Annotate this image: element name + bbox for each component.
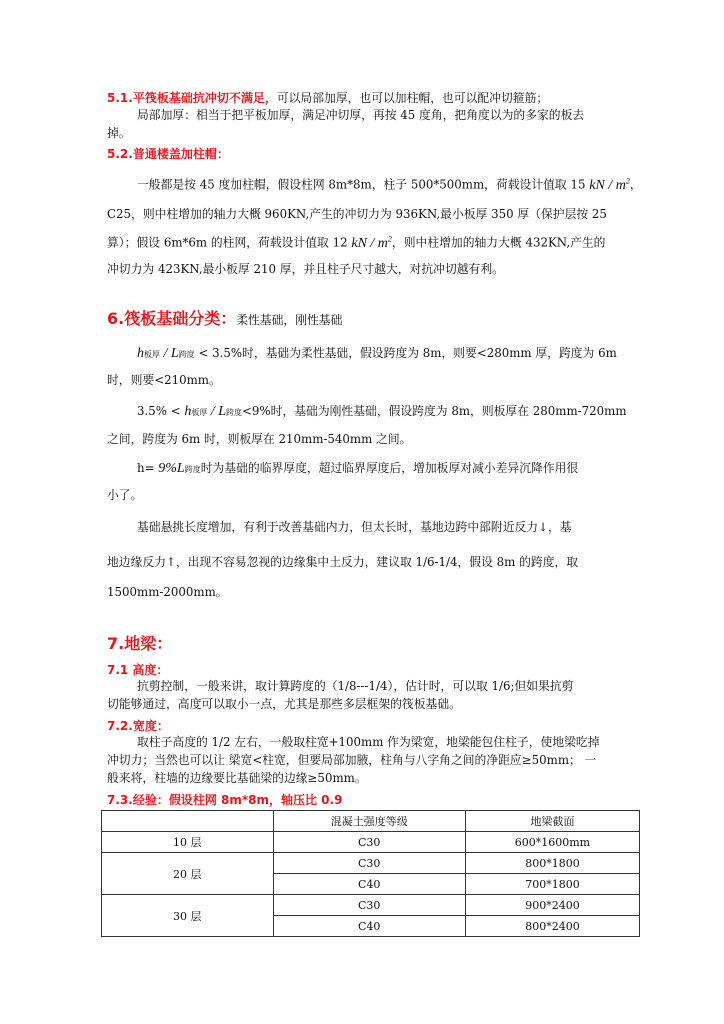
section-5-2-heading: 5.2.普通楼盖加柱帽：: [107, 147, 229, 161]
section-6-para4-line3: 1500mm-2000mm。: [107, 585, 228, 599]
sub-span: 跨度: [178, 350, 195, 359]
section-5-1-heading: 5.1.平筏板基础抗冲切不满足，: [107, 91, 277, 105]
section-5-2-line3-end: ，则中柱增加的轴力大概 432KN,产生的: [391, 235, 606, 250]
h-symbol: h: [137, 346, 144, 361]
table-cell-grade: C40: [273, 916, 465, 937]
table-cell-section: 700*1800: [465, 874, 639, 895]
section-6-para4-line2: 地边缘反力↑，出现不容易忽视的边缘集中土反力，建议取 1/6-1/4，假设 8m 的跨度，取: [107, 555, 579, 569]
beam-section-table: [101, 810, 640, 937]
table-cell-section: 600*1600mm: [465, 832, 639, 853]
para2-text: <9%时，基础为刚性基础，假设跨度为 8m，则板厚在 280mm-720mm: [242, 404, 627, 418]
section-5-1-heading-rest: 可以局部加厚，也可以加柱帽，也可以配冲切箍筋；: [276, 91, 549, 105]
section-7-2-line3: 般来将，柱墙的边缘要比基础梁的边缘≥50mm。: [107, 771, 367, 785]
slash-2: /: [207, 404, 219, 419]
table-cell-floors: 10 层: [102, 832, 274, 853]
unit-formula: [589, 178, 630, 193]
section-5-2-line3-text: 算）；假设 6m*6m 的柱网，荷载设计值取 12: [107, 235, 348, 250]
section-6-para2-line1: [137, 403, 627, 422]
sub-thickness-2: 板厚: [191, 408, 208, 417]
h-symbol-2: h: [184, 404, 192, 419]
table-header-cell: [102, 811, 274, 832]
para3-text: 时为基础的临界厚度，超过临界厚度后，增加板厚对减小差异沉降作用很: [200, 461, 579, 475]
L-symbol-2: L: [218, 404, 227, 419]
table-cell-grade: C30: [273, 853, 465, 874]
table-row: [102, 832, 640, 853]
section-6-para1-line1: [137, 345, 617, 364]
unit-text: kN / m: [589, 177, 626, 193]
table-cell-section: 900*2400: [465, 895, 639, 916]
section-6-para2-line2: 之间，跨度为 6m 时，则板厚在 210mm-540mm 之间。: [107, 432, 412, 446]
section-5-2-line1-text: 一般都是按 45 度加柱帽，假设柱网 8m*8m，柱子 500*500mm，荷载设计值取 15: [137, 177, 586, 192]
table-cell-grade: C40: [273, 874, 465, 895]
section-6-para1-text: < 3.5%时，基础为柔性基础，假设跨度为 8m，则要<280mm 厚，跨度为 6m: [198, 346, 617, 360]
section-6-heading-rest: 柔性基础，刚性基础: [236, 313, 343, 327]
ratio-formula: [137, 346, 195, 361]
slash: /: [160, 346, 171, 361]
para2-prefix: 3.5% <: [137, 404, 181, 418]
section-5-2-line4: 冲切力为 423KN,最小板厚 210 厚，并且柱子尺寸越大，对抗冲切越有利。: [107, 262, 504, 276]
table-header-cell: 混凝土强度等级: [273, 811, 465, 832]
section-6-heading-row: [107, 306, 342, 329]
section-6-para4-line1: 基础悬挑长度增加，有利于改善基础内力，但太长时，基地边跨中部附近反力↓，基: [137, 520, 572, 534]
table-cell-floors: 20 层: [102, 853, 274, 895]
L-symbol-3: L: [176, 461, 185, 476]
section-7-2-line2: 冲切力；当然也可以让 梁宽<柱宽，但要局部加腋，柱角与八字角之间的净距应≥50mm； 一: [107, 753, 597, 767]
section-5-1-line3: 掉。: [107, 126, 131, 140]
pct-9: 9%: [158, 461, 177, 476]
section-6-para1-line2: 时，则要<210mm。: [107, 373, 221, 387]
section-7-2-line1: 取柱子高度的 1/2 左右，一般取柱宽+100mm 作为梁宽，地梁能包住柱子，使地梁吃掉: [137, 735, 600, 749]
table-header-row: [102, 811, 640, 832]
unit-formula-2: [351, 236, 392, 251]
section-5-1-line2: 局部加厚：相当于把平板加厚，满足冲切厚，再按 45 度角，把角度以为的多家的板去: [137, 108, 585, 122]
section-5-2-line1-end: ，: [629, 177, 642, 192]
unit-sup-2: 2: [387, 234, 392, 243]
unit-sup: 2: [625, 176, 630, 185]
table-row: [102, 853, 640, 874]
table-row: [102, 895, 640, 916]
section-7-3-heading: 7.3.经验：假设柱网 8m*8m，轴压比 0.9: [107, 793, 343, 807]
section-7-heading: 7.地梁：: [107, 634, 173, 653]
section-5-1: [107, 90, 548, 107]
table-cell-section: 800*2400: [465, 916, 639, 937]
section-7-2-heading: 7.2.宽度：: [107, 719, 169, 733]
table-cell-section: 800*1800: [465, 853, 639, 874]
para3-prefix: h=: [137, 461, 155, 475]
table-cell-grade: C30: [273, 895, 465, 916]
sub-span-3: 跨度: [184, 465, 201, 474]
unit-text-2: kN / m: [351, 235, 388, 251]
L-symbol: L: [170, 346, 179, 361]
sub-span-2: 跨度: [226, 408, 243, 417]
sub-thickness: 板厚: [144, 350, 160, 359]
ratio-formula-2: [184, 404, 242, 419]
section-5-2-line3: [107, 234, 605, 254]
table-header-cell: 地梁截面: [465, 811, 639, 832]
section-7-1-line1: 抗剪控制，一般来讲，取计算跨度的（1/8---1/4），估计时，可以取 1/6;但如果抗剪: [137, 679, 574, 693]
table-cell-grade: C30: [273, 832, 465, 853]
critical-formula: [158, 461, 200, 476]
section-5-2-line2: C25，则中柱增加的轴力大概 960KN,产生的冲切力为 936KN,最小板厚 350 厚（保护层按 25: [107, 207, 607, 221]
section-5-2-line1: [137, 176, 642, 196]
table-cell-floors: 30 层: [102, 895, 274, 937]
section-7-1-line2: 切能够通过，高度可以取小一点，尤其是那些多层框架的筏板基础。: [107, 697, 461, 711]
section-6-para3-line2: 小了。: [107, 488, 143, 502]
section-7-1-heading: 7.1 高度：: [107, 663, 169, 677]
section-6-heading: 6.筏板基础分类：: [107, 309, 237, 328]
section-6-para3-line1: [137, 460, 578, 479]
